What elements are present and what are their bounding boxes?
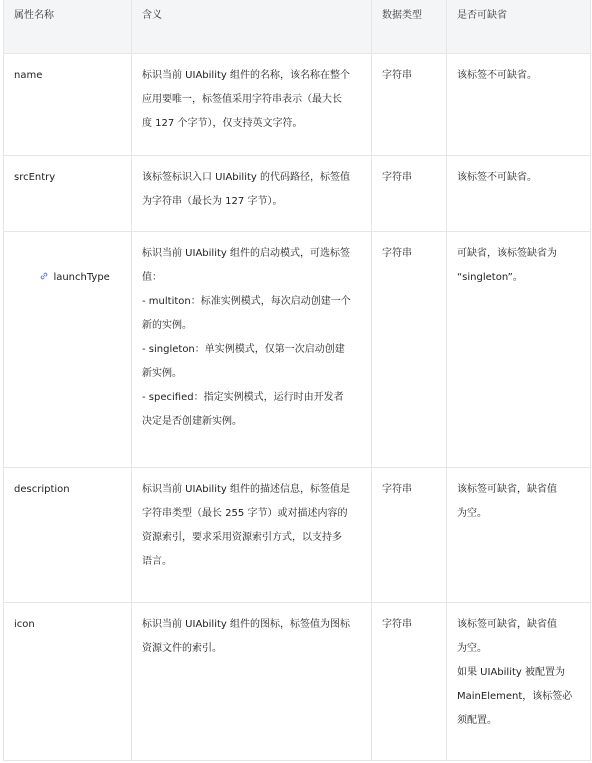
meaning-line: 标识当前 UIAbility 组件的名称，该名称在整个 — [142, 70, 350, 81]
meaning-line: 标识当前 UIAbility 组件的描述信息，标签值是 — [142, 484, 350, 495]
table-row — [4, 54, 590, 156]
meaning-line: 决定是否创建新实例。 — [142, 416, 242, 427]
attribute-type — [372, 54, 447, 155]
header-name: 属性名称 — [4, 0, 132, 53]
attribute-name-text: srcEntry — [14, 172, 56, 183]
attribute-table — [3, 0, 591, 761]
attribute-optional — [447, 54, 590, 155]
attribute-type — [372, 156, 447, 231]
meaning-line: 该标签标识入口 UIAbility 的代码路径，标签值 — [142, 172, 350, 183]
attribute-name-text: icon — [14, 619, 35, 630]
attribute-meaning — [132, 54, 372, 155]
optional-line: 如果 UIAbility 被配置为 — [457, 667, 565, 678]
attribute-type — [372, 603, 447, 760]
optional-line: MainElement，该标签必 — [457, 691, 573, 702]
link-icon[interactable] — [39, 271, 49, 281]
attribute-name — [4, 54, 132, 155]
optional-line: “singleton”。 — [457, 272, 523, 283]
meaning-line: - singleton：单实例模式，仅第一次启动创建 — [142, 344, 345, 355]
attribute-meaning — [132, 232, 372, 467]
meaning-line: 资源索引，要求采用资源索引方式，以支持多 — [142, 532, 342, 543]
attribute-meaning — [132, 156, 372, 231]
meaning-line: - specified：指定实例模式，运行时由开发者 — [142, 392, 344, 403]
table-header-row — [4, 0, 590, 54]
optional-line: 该标签不可缺省。 — [457, 172, 537, 183]
meaning-line: 新的实例。 — [142, 320, 192, 331]
meaning-line: 标识当前 UIAbility 组件的启动模式，可选标签 — [142, 248, 350, 259]
optional-line: 可缺省，该标签缺省为 — [457, 248, 557, 259]
attribute-name — [4, 232, 132, 467]
meaning-line: 标识当前 UIAbility 组件的图标，标签值为图标 — [142, 619, 350, 630]
attribute-type — [372, 232, 447, 467]
type-text: 字符串 — [382, 619, 412, 630]
table-row — [4, 603, 590, 761]
attribute-meaning — [132, 603, 372, 760]
meaning-line: - multiton：标准实例模式，每次启动创建一个 — [142, 296, 351, 307]
attribute-optional — [447, 232, 590, 467]
meaning-line: 度 127 个字节），仅支持英文字符。 — [142, 118, 303, 129]
table-row — [4, 156, 590, 232]
header-meaning: 含义 — [132, 0, 372, 53]
optional-line: 该标签可缺省，缺省值 — [457, 619, 557, 630]
meaning-line: 字符串类型（最长 255 字节）或对描述内容的 — [142, 508, 348, 519]
attribute-type — [372, 468, 447, 602]
meaning-line: 应用要唯一，标签值采用字符串表示（最大长 — [142, 94, 342, 105]
header-optional: 是否可缺省 — [457, 10, 507, 21]
optional-line: 为空。 — [457, 643, 487, 654]
meaning-line: 资源文件的索引。 — [142, 643, 222, 654]
attribute-optional — [447, 603, 590, 760]
optional-line: 该标签不可缺省。 — [457, 70, 537, 81]
type-text: 字符串 — [382, 248, 412, 259]
type-text: 字符串 — [382, 172, 412, 183]
type-text: 字符串 — [382, 70, 412, 81]
type-text: 字符串 — [382, 484, 412, 495]
optional-line: 该标签可缺省，缺省值 — [457, 484, 557, 495]
attribute-optional — [447, 468, 590, 602]
attribute-name-text: name — [14, 70, 43, 81]
meaning-line: 为字符串（最长为 127 字节）。 — [142, 196, 283, 207]
attribute-name-text: description — [14, 484, 70, 495]
attribute-name-text: launchType — [53, 272, 110, 283]
meaning-line: 新实例。 — [142, 368, 182, 379]
attribute-name — [4, 468, 132, 602]
optional-line: 须配置。 — [457, 715, 497, 726]
meaning-line: 语言。 — [142, 556, 172, 567]
attribute-optional — [447, 156, 590, 231]
table-row — [4, 232, 590, 468]
header-type: 数据类型 — [372, 0, 447, 53]
optional-line: 为空。 — [457, 508, 487, 519]
attribute-meaning — [132, 468, 372, 602]
meaning-line: 值： — [142, 272, 162, 283]
table-row — [4, 468, 590, 603]
attribute-name — [4, 156, 132, 231]
attribute-name — [4, 603, 132, 760]
